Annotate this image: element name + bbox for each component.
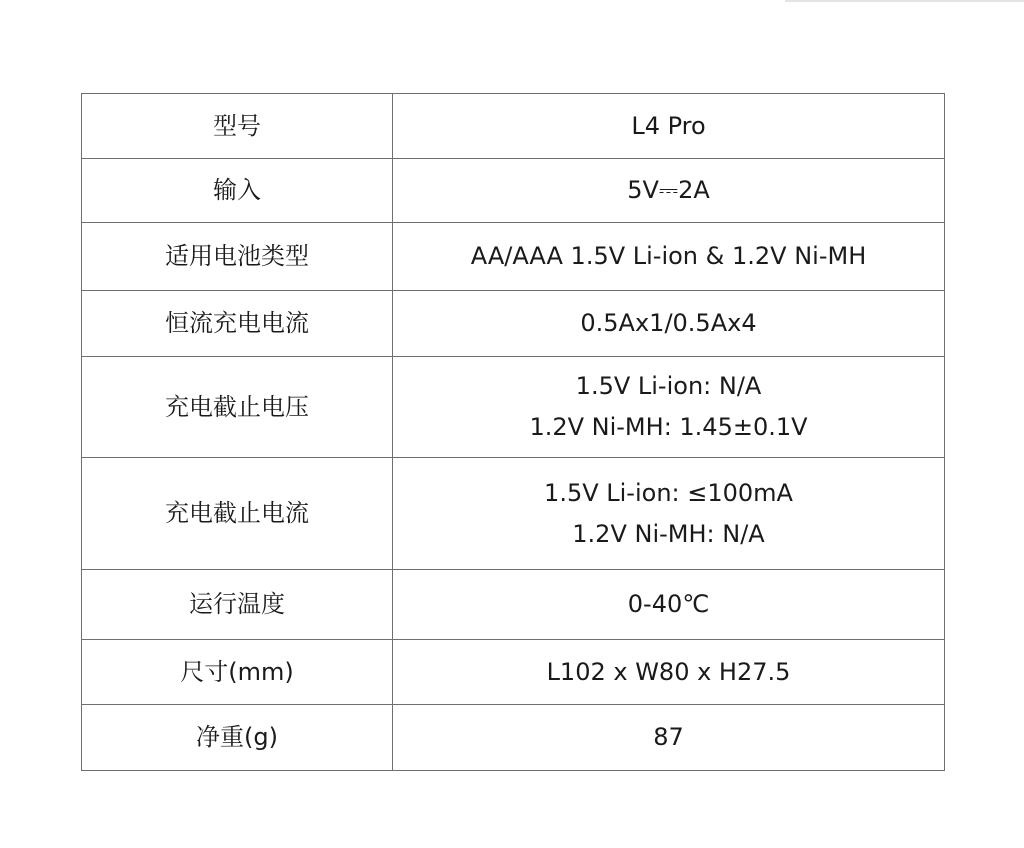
row-value-model (393, 94, 945, 159)
value-line: 1.5V Li-ion: N/A (575, 372, 762, 400)
row-value-cutoff-current (393, 458, 945, 570)
row-label-model: 型号 (82, 94, 393, 159)
value-line: 1.5V Li-ion: ≤100mA (544, 478, 793, 507)
value-line: 1.2V Ni-MH: N/A (572, 519, 765, 548)
table-row (82, 570, 945, 640)
row-label-cc-current: 恒流充电电流 (82, 291, 393, 357)
table-row (82, 291, 945, 357)
table-row (82, 223, 945, 291)
table-row (82, 705, 945, 771)
table-row (82, 458, 945, 570)
row-label-cutoff-voltage: 充电截止电压 (82, 357, 393, 458)
top-edge-line (785, 0, 1024, 2)
row-label-cutoff-current: 充电截止电流 (82, 458, 393, 570)
value-line: 87 (653, 723, 684, 751)
row-value-dimensions (393, 640, 945, 705)
row-value-input (393, 159, 945, 223)
value-line: 0-40℃ (627, 590, 710, 618)
value-line: L102 x W80 x H27.5 (546, 657, 791, 686)
row-label-net-weight: 净重(g) (82, 705, 393, 771)
value-line: L4 Pro (631, 111, 706, 140)
row-label-input: 输入 (82, 159, 393, 223)
row-label-operating-temp: 运行温度 (82, 570, 393, 640)
row-value-net-weight (393, 705, 945, 771)
row-label-dimensions: 尺寸(mm) (82, 640, 393, 705)
value-line: 5V⎓2A (627, 176, 710, 204)
table-row (82, 357, 945, 458)
row-value-operating-temp (393, 570, 945, 640)
table-row (82, 159, 945, 223)
spec-table (81, 93, 945, 771)
value-line: 1.2V Ni-MH: 1.45±0.1V (529, 413, 808, 441)
table-row (82, 640, 945, 705)
row-value-cutoff-voltage (393, 357, 945, 458)
row-value-battery-type (393, 223, 945, 291)
row-label-battery-type: 适用电池类型 (82, 223, 393, 291)
value-line: 0.5Ax1/0.5Ax4 (580, 309, 757, 337)
value-line: AA/AAA 1.5V Li-ion & 1.2V Ni-MH (470, 242, 867, 270)
table-row (82, 94, 945, 159)
row-value-cc-current (393, 291, 945, 357)
